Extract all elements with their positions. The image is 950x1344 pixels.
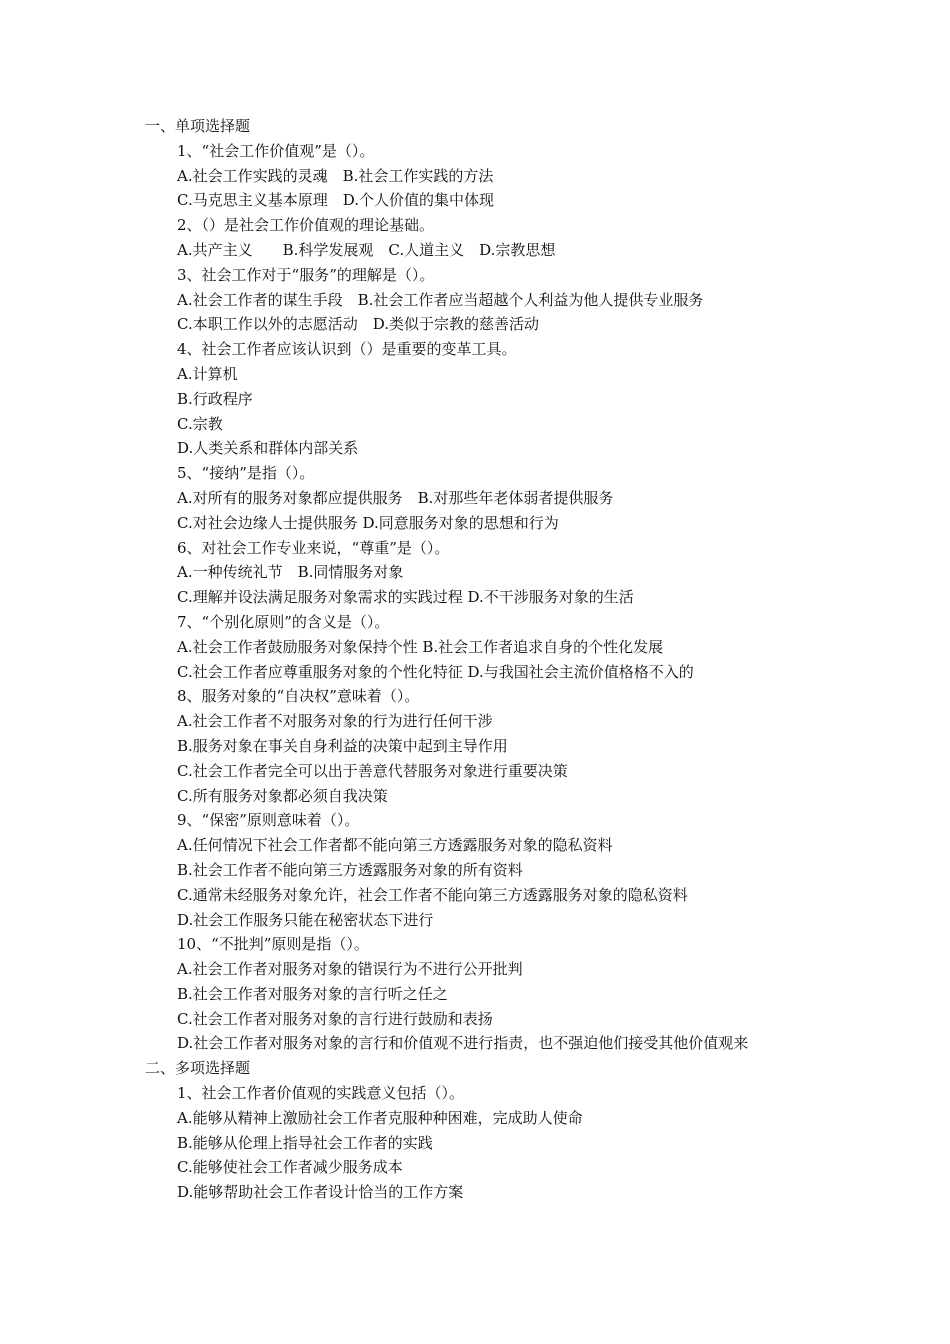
option-line: A.社会工作实践的灵魂 B.社会工作实践的方法 — [177, 166, 494, 185]
option-line: C.本职工作以外的志愿活动 D.类似于宗教的慈善活动 — [177, 315, 539, 334]
option-line: C.所有服务对象都必须自我决策 — [177, 786, 388, 805]
question-4: 4、社会工作者应该认识到（）是重要的变革工具。 — [177, 340, 517, 359]
option-line: A.社会工作者对服务对象的错误行为不进行公开批判 — [177, 960, 523, 979]
option-line: D.社会工作服务只能在秘密状态下进行 — [177, 910, 434, 929]
option-line: B.社会工作者不能向第三方透露服务对象的所有资料 — [177, 860, 523, 879]
option-line: D.能够帮助社会工作者设计恰当的工作方案 — [177, 1183, 464, 1202]
option-line: B.社会工作者对服务对象的言行听之任之 — [177, 984, 448, 1003]
option-line: A.一种传统礼节 B.同情服务对象 — [177, 563, 404, 582]
question-7: 7、“个别化原则”的含义是（）。 — [177, 612, 390, 631]
option-line: C.能够使社会工作者减少服务成本 — [177, 1158, 403, 1177]
option-line: C.宗教 — [177, 414, 223, 433]
option-line: A.对所有的服务对象都应提供服务 B.对那些年老体弱者提供服务 — [177, 488, 614, 507]
option-line: C.理解并设法满足服务对象需求的实践过程 D.不干涉服务对象的生活 — [177, 588, 634, 607]
option-line: A.社会工作者不对服务对象的行为进行任何干涉 — [177, 712, 493, 731]
option-line: A.能够从精神上激励社会工作者克服种种困难，完成助人使命 — [177, 1108, 583, 1127]
option-line: C.社会工作者应尊重服务对象的个性化特征 D.与我国社会主流价值格格不入的 — [177, 662, 694, 681]
option-line: C.通常未经服务对象允许，社会工作者不能向第三方透露服务对象的隐私资料 — [177, 885, 688, 904]
option-line: C.对社会边缘人士提供服务 D.同意服务对象的思想和行为 — [177, 513, 559, 532]
section-heading: 一、单项选择题 — [145, 117, 251, 135]
option-line: A.社会工作者鼓励服务对象保持个性 B.社会工作者追求自身的个性化发展 — [177, 637, 664, 656]
question-9: 9、“保密”原则意味着（）。 — [177, 811, 360, 830]
question-6: 6、对社会工作专业来说，“尊重”是（）。 — [177, 538, 450, 557]
option-line: C.社会工作者完全可以出于善意代替服务对象进行重要决策 — [177, 761, 568, 780]
option-line: C.社会工作者对服务对象的言行进行鼓励和表扬 — [177, 1009, 493, 1028]
option-line: C.马克思主义基本原理 D.个人价值的集中体现 — [177, 191, 494, 210]
question-3: 3、社会工作对于“服务”的理解是（）。 — [177, 265, 435, 284]
question-10: 10、“不批判”原则是指（）。 — [177, 935, 369, 954]
question-5: 5、“接纳”是指（）。 — [177, 464, 315, 483]
option-line: B.能够从伦理上指导社会工作者的实践 — [177, 1133, 433, 1152]
document-body — [0, 114, 950, 1205]
question-8: 8、服务对象的“自决权”意味着（）。 — [177, 687, 420, 706]
section-heading: 二、多项选择题 — [145, 1059, 251, 1078]
option-line: A.社会工作者的谋生手段 B.社会工作者应当超越个人利益为他人提供专业服务 — [177, 290, 704, 309]
question-2: 2、（）是社会工作价值观的理论基础。 — [177, 216, 435, 235]
question-1: 1、“社会工作价值观”是（）。 — [177, 141, 375, 160]
option-line: A.计算机 — [177, 364, 238, 383]
option-line: B.行政程序 — [177, 389, 253, 408]
option-line: A.任何情况下社会工作者都不能向第三方透露服务对象的隐私资料 — [177, 836, 613, 855]
question-1: 1、社会工作者价值观的实践意义包括（）。 — [177, 1084, 465, 1103]
option-line: D.社会工作者对服务对象的言行和价值观不进行指责，也不强迫他们接受其他价值观来 — [177, 1034, 749, 1053]
option-line: B.服务对象在事关自身利益的决策中起到主导作用 — [177, 736, 508, 755]
option-line: A.共产主义 B.科学发展观 C.人道主义 D.宗教思想 — [177, 240, 556, 259]
option-line: D.人类关系和群体内部关系 — [177, 439, 359, 458]
